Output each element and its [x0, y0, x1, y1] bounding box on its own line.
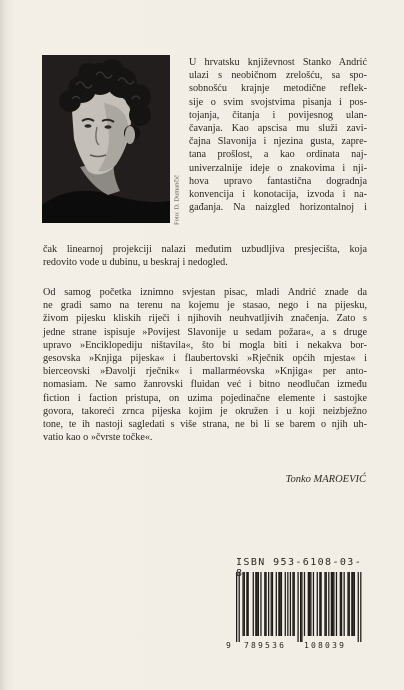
blurb-line: univerzalnije ideje o znakovima i nji- [189, 162, 367, 174]
blurb-line: fiction i faction pristupa, on uzima pojedinačne elemente i sastojke [43, 392, 367, 404]
barcode-bar [294, 572, 295, 636]
barcode-bar [331, 572, 332, 636]
barcode-bar [310, 572, 311, 636]
barcode-bar [360, 572, 361, 642]
blurb-line: tana prošlost, a kao ordinata naj- [189, 149, 367, 161]
barcode-bar [352, 572, 353, 636]
barcode-bar [308, 572, 309, 636]
blurb-line: bierceovski »Đavolji rječnik« i mallarméovska »Knjiga« per anto- [43, 366, 367, 378]
blurb-author: Tonko MAROEVIĆ [285, 474, 366, 485]
barcode-bar [268, 572, 269, 636]
barcode-bar [341, 572, 342, 636]
barcode-bar [297, 572, 298, 642]
barcode-bar [320, 572, 321, 636]
barcode-bar [344, 572, 345, 636]
barcode-bar [290, 572, 291, 636]
blurb-line: upravo »Enciklopediju ništavila«, što bi mogla biti i nekakva bor- [43, 339, 367, 351]
blurb-line: tone, te ih nastoji sagledati s više strana, ne bi li se barem o njih uh- [43, 419, 367, 431]
blurb-line: U hrvatsku književnost Stanko Andrić [189, 57, 367, 68]
barcode-bar [264, 572, 265, 636]
barcode-bar [349, 572, 350, 636]
barcode-bar [285, 572, 286, 636]
blurb-line: hova upravo fantastična dogradnja [189, 175, 367, 187]
barcode-bar [292, 572, 293, 636]
photo-credit: Foto: D. Dumančić [173, 174, 181, 226]
barcode-bar [313, 572, 314, 636]
barcode-bar [358, 572, 359, 642]
barcode-bar [301, 572, 302, 642]
blurb-line: čajna Slavonija i njezina gusta, zapre- [189, 136, 367, 148]
barcode-bar [317, 572, 318, 636]
barcode-bar [276, 572, 277, 636]
blurb-line: vatio kao o »čvrste točke«. [43, 432, 153, 444]
blurb-line: čavanja. Kao apscisa mu služi zavi- [189, 123, 367, 135]
barcode-bar [354, 572, 355, 636]
blurb-line: Od samog početka iznimno svjestan pisac, mladi Andrić znade da [43, 287, 367, 298]
blurb-paragraph-1-bottom [43, 243, 367, 269]
blurb-paragraph-1-top [189, 56, 367, 214]
blurb-line: tojanja, čitanja i povijesnog ulan- [189, 109, 367, 121]
blurb-line: gađanja. Na naizgled horizontalnoj i [189, 202, 367, 214]
author-photo [42, 55, 170, 223]
barcode-bar [333, 572, 334, 636]
isbn-label: ISBN 953-6108-03- [236, 557, 363, 568]
barcode-bar [319, 572, 320, 636]
barcode-bar [256, 572, 257, 636]
barcode-digit-right: 108039 [304, 641, 347, 650]
blurb-line: konvencija i konotacija, izvoda i na- [189, 189, 367, 201]
barcode-bar [253, 572, 254, 636]
barcode-digit-left: 789536 [244, 641, 287, 650]
barcode-bar [246, 572, 247, 636]
barcode-bar [272, 572, 273, 636]
author-portrait-image [42, 55, 170, 223]
barcode-bar [248, 572, 249, 636]
barcode-bar [260, 572, 261, 636]
blurb-line: sije o svim svojstvima pisanja i pos- [189, 96, 367, 108]
barcode-bar [332, 572, 333, 636]
barcode-bar [309, 572, 310, 636]
barcode-bar [244, 572, 245, 636]
blurb-line: jedne strane ispisuje »Povijest Slavonije u sedam požara«, a s druge [43, 326, 367, 338]
blurb-line: gesovska »Knjiga pijeska« i flaubertovski »Rječnik općih mjesta« i [43, 353, 367, 365]
barcode-bar [236, 572, 237, 642]
blurb-line: redovito vode u dubinu, u beskraj i nedogled. [43, 257, 228, 269]
barcode-bar [304, 572, 305, 636]
barcode-digit-lead: 9 [226, 641, 231, 650]
barcode-bar [287, 572, 288, 636]
barcode-bar [255, 572, 256, 636]
blurb-paragraph-2 [43, 286, 367, 444]
blurb-line: čak linearnoj projekciji nalazi međutim uzbudljiva presjecišta, koja [43, 244, 367, 255]
blurb-line: nomasiam. Ne samo žanrovski fluidan već i bitno neodlučan između [43, 379, 367, 391]
barcode-bar [258, 572, 259, 636]
blurb-line: ne gradi samo na terenu na kojemu je stasao, nego i na pijesku, [43, 300, 367, 312]
barcode-bar [280, 572, 281, 636]
barcode-bar [278, 572, 279, 636]
blurb-line: živom pijesku kliskih riječi i njihovih neuhvatljivih značenja. Zato s [43, 313, 367, 325]
barcode-bar [300, 572, 301, 642]
barcode-bar [324, 572, 325, 636]
barcode-bar [265, 572, 266, 636]
barcode-bar [347, 572, 348, 636]
barcode-bar [239, 572, 240, 642]
barcode-bar [242, 572, 243, 636]
barcode-bar [351, 572, 352, 636]
barcode-bar [328, 572, 329, 636]
barcode-bar [340, 572, 341, 636]
barcode-bars [222, 572, 372, 642]
blurb-line: govora, takoreći zrnca pijeska kojim je okružen i u koji neizbježno [43, 405, 367, 417]
barcode-bar [271, 572, 272, 636]
blurb-line: sobnošću krajnje metodične reflek- [189, 83, 367, 95]
barcode-bar [336, 572, 337, 636]
ean-barcode [222, 572, 372, 652]
barcode-bar [281, 572, 282, 636]
blurb-line: ulazi s neobičnom zrelošću, sa spo- [189, 70, 367, 82]
barcode-bar [326, 572, 327, 636]
